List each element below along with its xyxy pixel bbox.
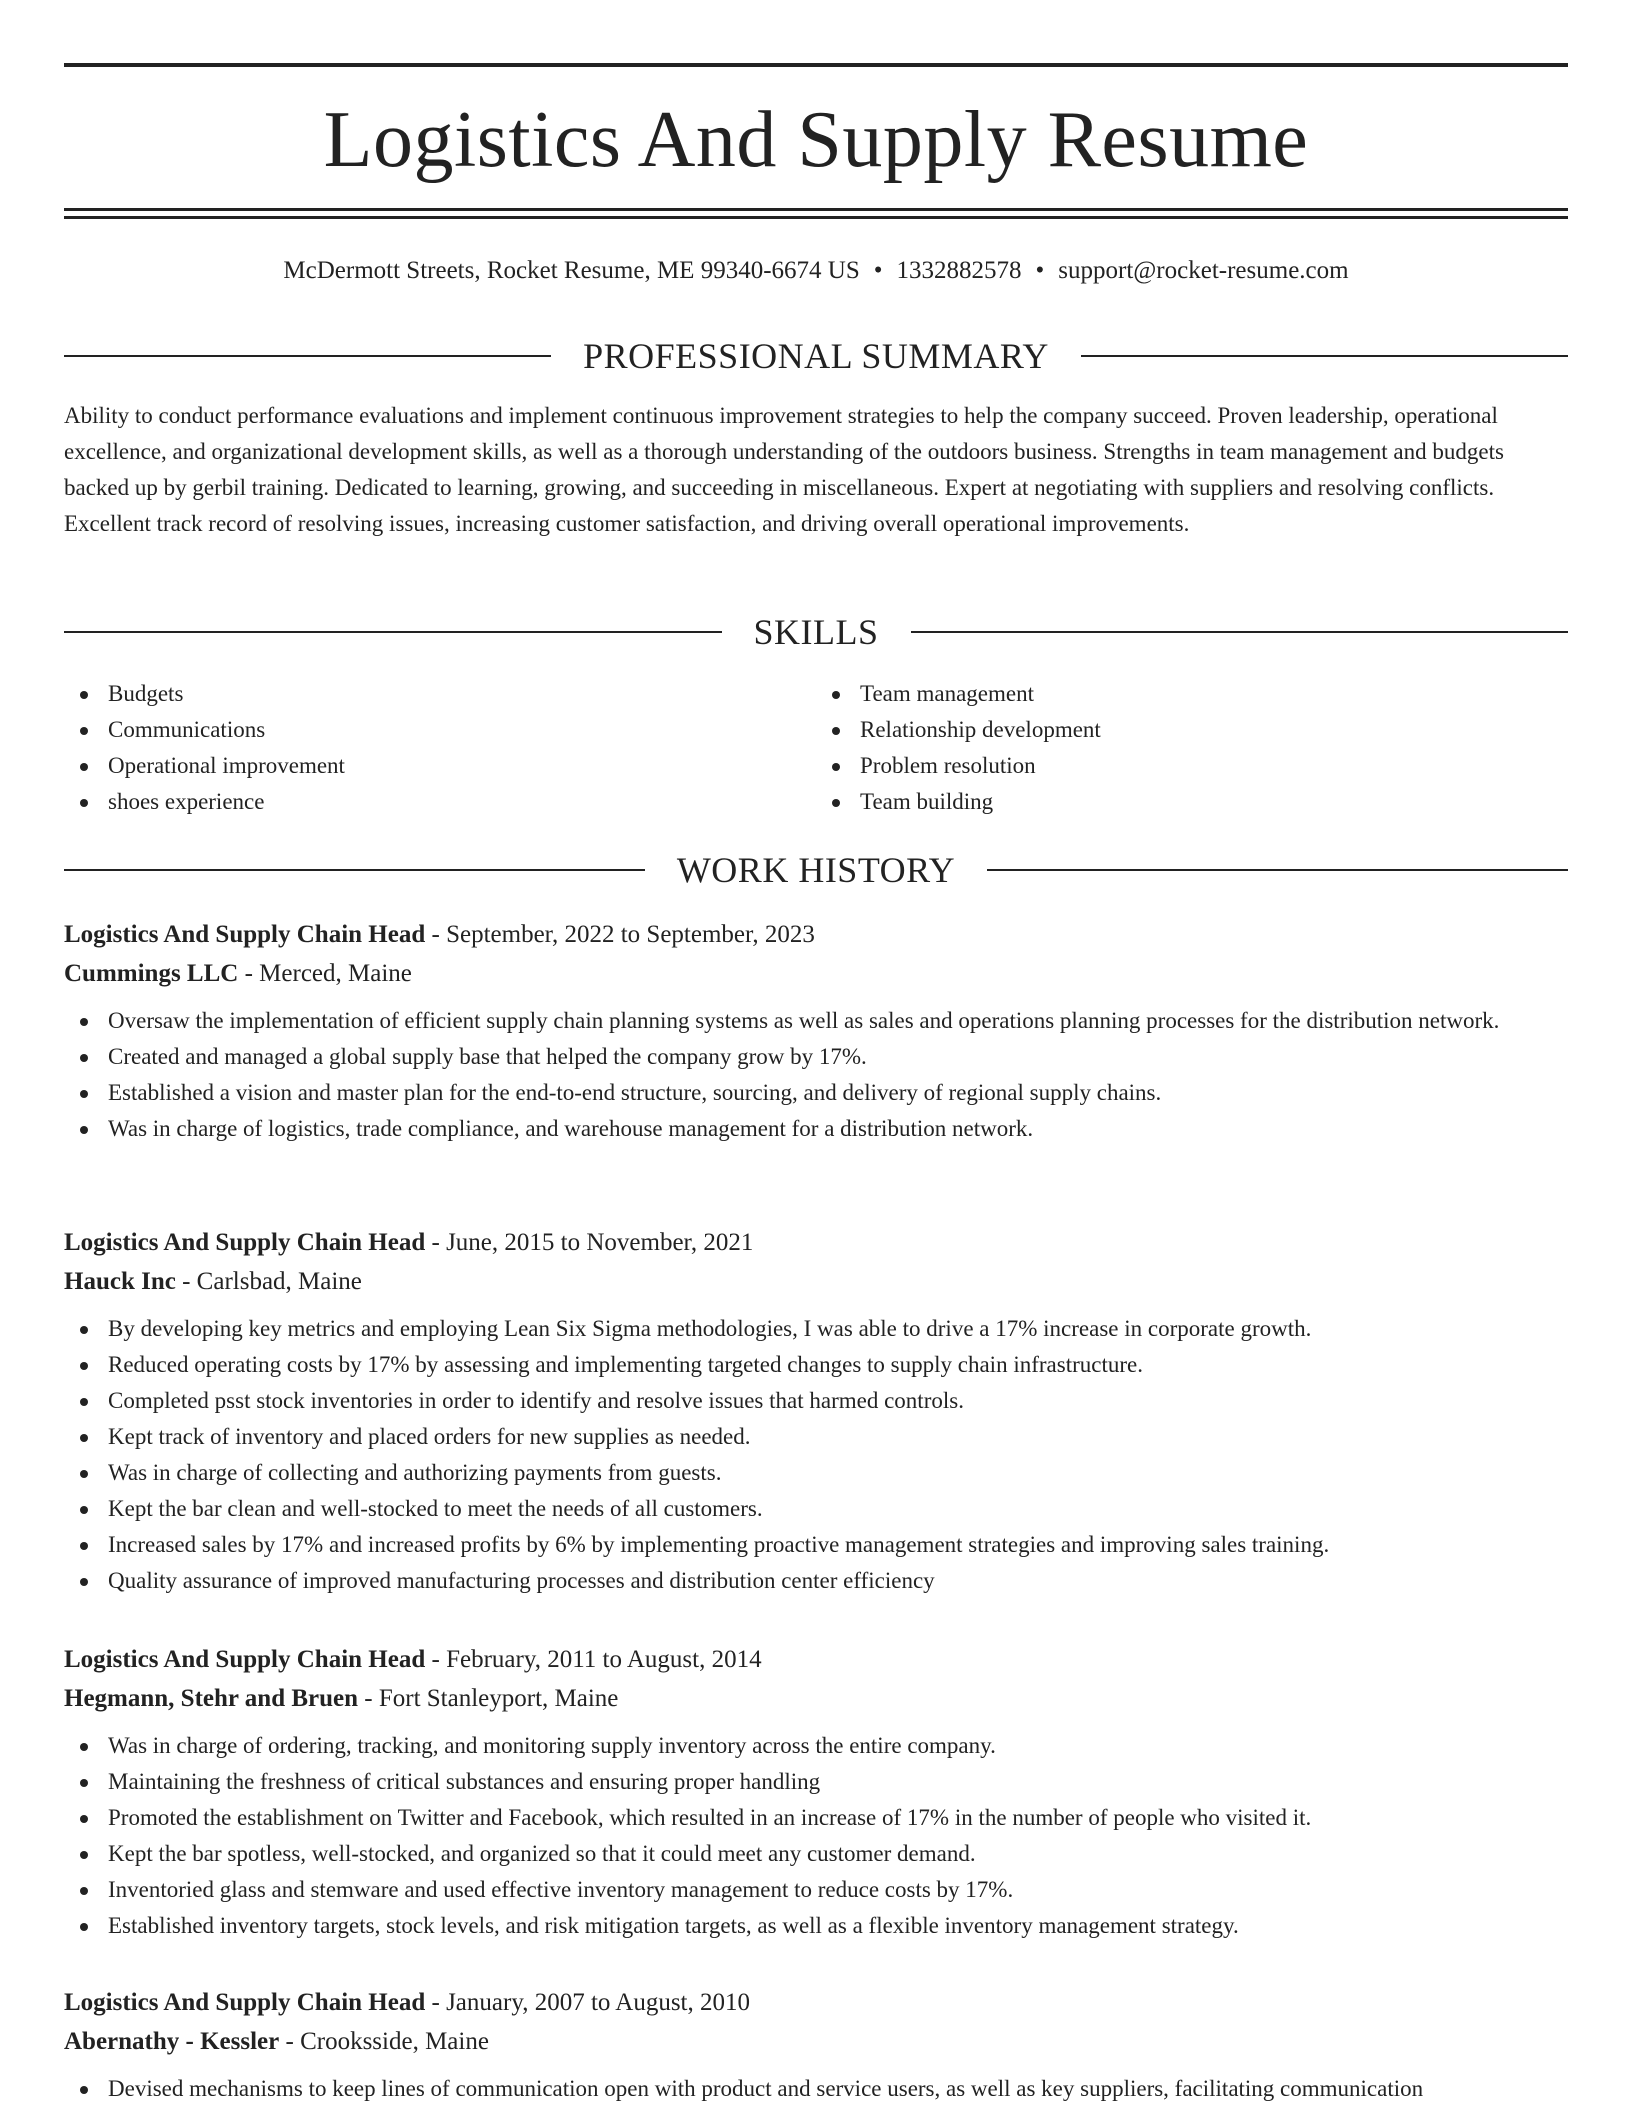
job-entry	[64, 1223, 1568, 1599]
skill-item: Team building	[816, 784, 1568, 820]
job-title: Logistics And Supply Chain Head	[64, 1646, 426, 1673]
skill-item: Problem resolution	[816, 748, 1568, 784]
skill-item: shoes experience	[64, 784, 816, 820]
contact-line	[64, 254, 1568, 288]
job-title: Logistics And Supply Chain Head	[64, 1229, 426, 1256]
job-title: Logistics And Supply Chain Head	[64, 1989, 426, 2016]
job-entry	[64, 915, 1568, 1147]
job-company: Hauck Inc	[64, 1268, 176, 1295]
work-heading-label: WORK HISTORY	[676, 850, 956, 890]
skills-heading	[64, 610, 1568, 654]
job-bullet: Maintaining the freshness of critical substances and ensuring proper handling	[64, 1764, 1568, 1800]
skills-column-right	[816, 676, 1568, 820]
heading-rule-right	[1081, 355, 1568, 357]
job-bullet: Kept the bar clean and well-stocked to meet the needs of all customers.	[64, 1491, 1568, 1527]
contact-address: McDermott Streets, Rocket Resume, ME 99340-6674 US	[283, 257, 860, 284]
job-title: Logistics And Supply Chain Head	[64, 921, 426, 948]
skills-column-left	[64, 676, 816, 820]
job-bullet: Devised mechanisms to keep lines of communication open with product and service users, as well as key suppliers, facilitating communication	[64, 2071, 1568, 2107]
heading-rule-left	[64, 631, 722, 633]
heading-rule-right	[987, 869, 1568, 871]
job-bullets	[64, 1311, 1568, 1599]
job-bullet: Was in charge of ordering, tracking, and monitoring supply inventory across the entire company.	[64, 1728, 1568, 1764]
job-title-line	[64, 1640, 1568, 1679]
job-title-line	[64, 1983, 1568, 2022]
heading-rule-right	[911, 631, 1569, 633]
job-bullet: Completed psst stock inventories in order to identify and resolve issues that harmed controls.	[64, 1383, 1568, 1419]
job-company: Abernathy - Kessler	[64, 2028, 280, 2055]
summary-heading-label: PROFESSIONAL SUMMARY	[583, 336, 1049, 376]
summary-heading	[64, 334, 1568, 378]
page-title: Logistics And Supply Resume	[323, 96, 1309, 184]
skills-list	[64, 676, 1568, 820]
skill-item: Relationship development	[816, 712, 1568, 748]
title-bottom-rule	[64, 208, 1568, 211]
job-bullet: Oversaw the implementation of efficient supply chain planning systems as well as sales and operations planning processes for the distribution network.	[64, 1003, 1568, 1039]
job-company-line	[64, 1262, 1568, 1301]
job-entry	[64, 1640, 1568, 1944]
job-bullet: Created and managed a global supply base that helped the company grow by 17%.	[64, 1039, 1568, 1075]
job-bullet: Was in charge of logistics, trade compliance, and warehouse management for a distribution network.	[64, 1111, 1568, 1147]
job-dates: - January, 2007 to August, 2010	[425, 1989, 750, 2016]
heading-rule-left	[64, 869, 645, 871]
job-dates: - September, 2022 to September, 2023	[425, 921, 815, 948]
job-bullet: Established a vision and master plan for the end-to-end structure, sourcing, and delivery of regional supply chains.	[64, 1075, 1568, 1111]
work-heading	[64, 848, 1568, 892]
job-location: - Fort Stanleyport, Maine	[358, 1685, 619, 1712]
job-bullet: Promoted the establishment on Twitter and Facebook, which resulted in an increase of 17% in the number of people who visited it.	[64, 1800, 1568, 1836]
job-bullet: Increased sales by 17% and increased profits by 6% by implementing proactive management strategies and improving sales training.	[64, 1527, 1568, 1563]
job-location: - Carlsbad, Maine	[175, 1268, 362, 1295]
job-bullet: By developing key metrics and employing Lean Six Sigma methodologies, I was able to drive a 17% increase in corporate growth.	[64, 1311, 1568, 1347]
job-bullet: Inventoried glass and stemware and used effective inventory management to reduce costs by 17%.	[64, 1872, 1568, 1908]
skill-item: Budgets	[64, 676, 816, 712]
contact-separator: •	[1035, 257, 1045, 284]
summary-text: Ability to conduct performance evaluations and implement continuous improvement strategies to help the company succeed. Proven leadership, operational excellence, and organizational development skills, as well as a thorough understanding of the outdoors business. Strengths in team management and budgets backed up by gerbil training. Dedicated to learning, growing, and succeeding in miscellaneous. Expert at negotiating with suppliers and resolving conflicts. Excellent track record of resolving issues, increasing customer satisfaction, and driving overall operational improvements.	[64, 403, 1504, 536]
job-bullets	[64, 2071, 1568, 2107]
job-bullet: Was in charge of collecting and authorizing payments from guests.	[64, 1455, 1568, 1491]
heading-rule-left	[64, 355, 551, 357]
job-bullet: Kept the bar spotless, well-stocked, and organized so that it could meet any customer demand.	[64, 1836, 1568, 1872]
contact-email: support@rocket-resume.com	[1058, 257, 1349, 284]
title-top-rule	[64, 63, 1568, 67]
job-company: Hegmann, Stehr and Bruen	[64, 1685, 359, 1712]
skills-heading-label: SKILLS	[753, 612, 879, 652]
job-location: - Merced, Maine	[238, 960, 412, 987]
job-company: Cummings LLC	[64, 960, 239, 987]
skill-item: Team management	[816, 676, 1568, 712]
skill-item: Communications	[64, 712, 816, 748]
contact-phone: 1332882578	[896, 257, 1022, 284]
job-title-line	[64, 1223, 1568, 1262]
job-company-line	[64, 2022, 1568, 2061]
job-dates: - February, 2011 to August, 2014	[425, 1646, 762, 1673]
job-bullet: Reduced operating costs by 17% by assessing and implementing targeted changes to supply chain infrastructure.	[64, 1347, 1568, 1383]
contact-separator: •	[873, 257, 883, 284]
job-bullets	[64, 1003, 1568, 1147]
job-title-line	[64, 915, 1568, 954]
job-bullets	[64, 1728, 1568, 1944]
job-company-line	[64, 954, 1568, 993]
job-entry	[64, 1983, 1568, 2107]
job-company-line	[64, 1679, 1568, 1718]
job-dates: - June, 2015 to November, 2021	[425, 1229, 754, 1256]
job-location: - Crooksside, Maine	[279, 2028, 489, 2055]
job-bullet: Kept track of inventory and placed orders for new supplies as needed.	[64, 1419, 1568, 1455]
job-bullet: Established inventory targets, stock levels, and risk mitigation targets, as well as a flexible inventory management strategy.	[64, 1908, 1568, 1944]
job-bullet: Quality assurance of improved manufacturing processes and distribution center efficiency	[64, 1563, 1568, 1599]
title-bottom-rule-second	[64, 216, 1568, 219]
skill-item: Operational improvement	[64, 748, 816, 784]
